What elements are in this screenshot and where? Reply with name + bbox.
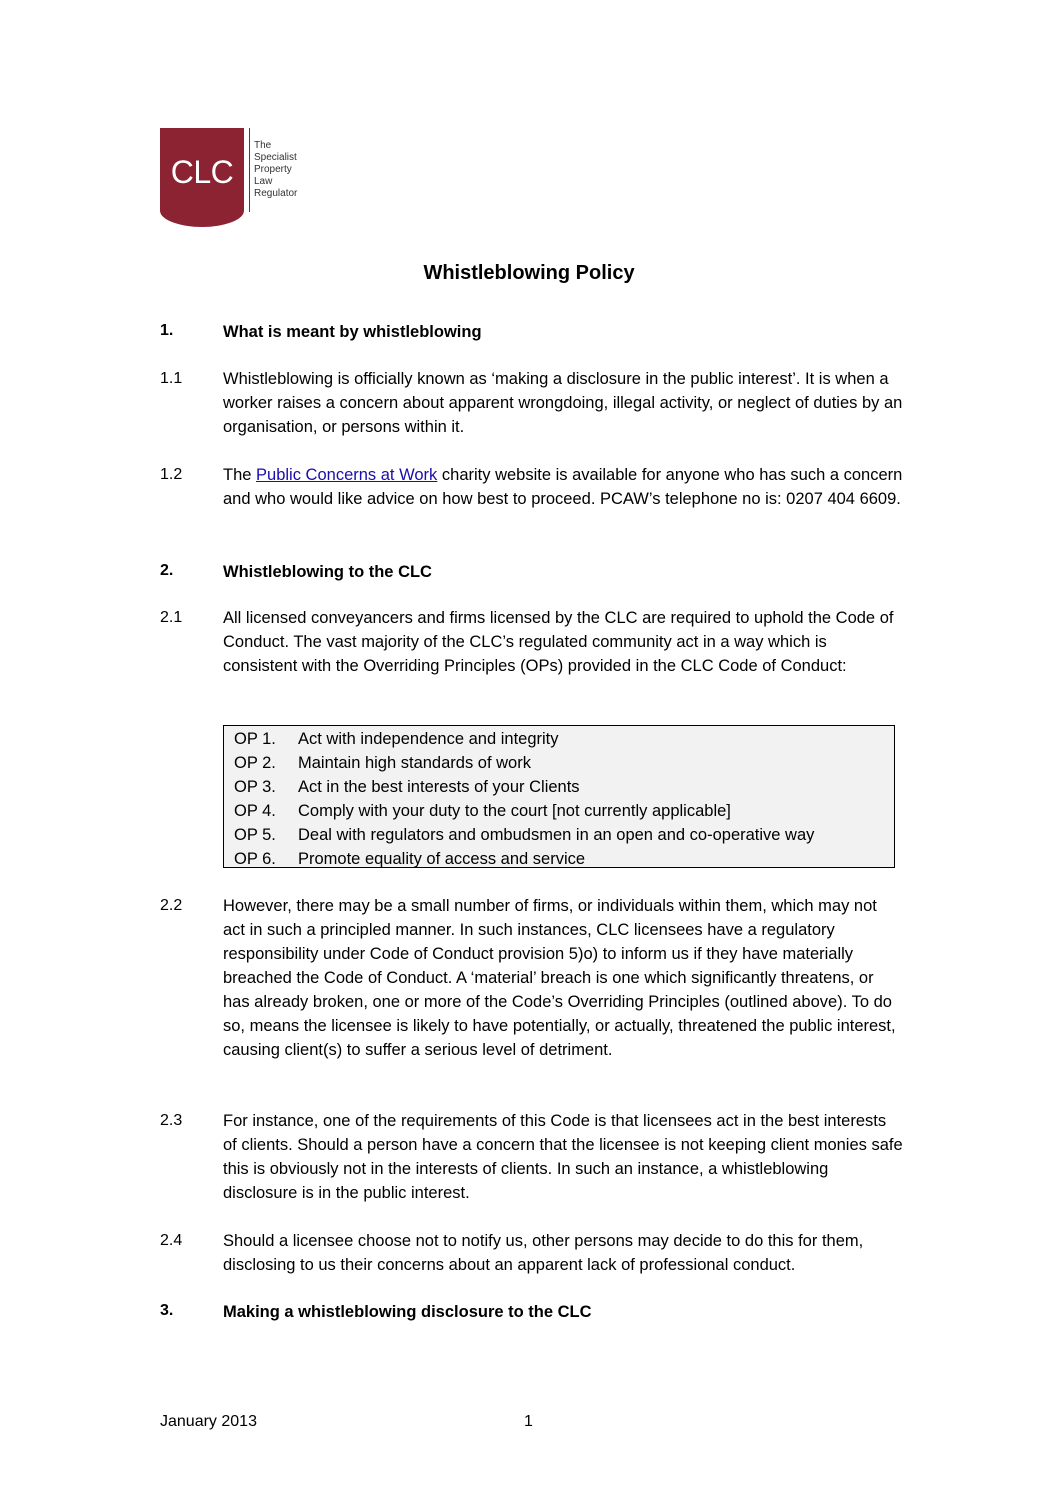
logo-badge bbox=[160, 128, 244, 227]
op-text: Act in the best interests of your Clients bbox=[298, 778, 580, 796]
section-number: 1. bbox=[160, 322, 174, 339]
op-row bbox=[234, 751, 884, 775]
op-text: Promote equality of access and service bbox=[298, 850, 586, 868]
section-heading: Making a whistleblowing disclosure to the CLC bbox=[223, 1303, 592, 1321]
paragraph-number: 2.3 bbox=[160, 1112, 183, 1129]
op-code: OP 3. bbox=[234, 778, 276, 796]
op-code: OP 6. bbox=[234, 850, 276, 868]
op-text: Deal with regulators and ombudsmen in an open and co-operative way bbox=[298, 826, 815, 844]
paragraph-2-1: All licensed conveyancers and firms licensed by the CLC are required to uphold the Code of Conduct. The vast majority of the CLC’s regulated community act in a way which is consistent with the Overriding Principles (OPs) provided in the CLC Code of Conduct: bbox=[223, 609, 894, 675]
op-row bbox=[234, 799, 884, 823]
paragraph-2-3: For instance, one of the requirements of this Code is that licensees act in the best interests of clients. Should a person have a concern that the licensee is not keeping client monies safe this is obviously not in the interests of clients. In such an instance, a whistleblowing disclosure is in the public interest. bbox=[223, 1112, 903, 1202]
op-code: OP 1. bbox=[234, 730, 276, 748]
paragraph-number: 2.1 bbox=[160, 609, 183, 626]
logo-divider bbox=[249, 128, 250, 212]
paragraph-1-1: Whistleblowing is officially known as ‘making a disclosure in the public interest’. It is when a worker raises a concern about apparent wrongdoing, illegal activity, or neglect of duties by an organisation, or persons within it. bbox=[223, 370, 903, 436]
op-code: OP 2. bbox=[234, 754, 276, 772]
paragraph-number: 1.1 bbox=[160, 370, 183, 387]
section-number: 3. bbox=[160, 1302, 174, 1319]
op-row bbox=[234, 823, 884, 847]
paragraph-2-2: However, there may be a small number of firms, or individuals within them, which may not act in such a principled manner. In such instances, CLC licensees have a regulatory responsibility under Code of Conduct provision 5)o) to inform us if they have materially breached the Code of Conduct. A ‘material’ breach is one which significantly threatens, or has already broken, one or more of the Code’s Overriding Principles (outlined above). To do so, means the licensee is likely to have potentially, or actually, threatened the public interest, causing client(s) to suffer a serious level of detriment. bbox=[223, 897, 896, 1059]
op-row bbox=[234, 847, 884, 871]
logo-tagline bbox=[254, 140, 297, 200]
paragraph-number: 1.2 bbox=[160, 466, 183, 483]
section-heading: Whistleblowing to the CLC bbox=[223, 563, 432, 581]
tagline-line: Specialist bbox=[254, 152, 297, 163]
op-text: Maintain high standards of work bbox=[298, 754, 531, 772]
overriding-principles-box bbox=[223, 725, 895, 868]
paragraph-number: 2.2 bbox=[160, 897, 183, 914]
op-text: Comply with your duty to the court [not currently applicable] bbox=[298, 802, 731, 820]
section-number: 2. bbox=[160, 562, 174, 579]
op-row bbox=[234, 775, 884, 799]
tagline-line: Law bbox=[254, 176, 273, 187]
op-code: OP 4. bbox=[234, 802, 276, 820]
op-code: OP 5. bbox=[234, 826, 276, 844]
clc-logo bbox=[160, 128, 305, 228]
op-text: Act with independence and integrity bbox=[298, 730, 559, 748]
logo-letters: CLC bbox=[170, 154, 234, 190]
tagline-line: Regulator bbox=[254, 188, 298, 199]
section-heading: What is meant by whistleblowing bbox=[223, 323, 482, 341]
footer-date: January 2013 bbox=[160, 1413, 257, 1430]
op-row bbox=[234, 727, 884, 751]
paragraph-2-4: Should a licensee choose not to notify us, other persons may decide to do this for them, disclosing to us their concerns about an apparent lack of professional conduct. bbox=[223, 1232, 864, 1274]
page-title: Whistleblowing Policy bbox=[423, 262, 635, 284]
tagline-line: The bbox=[254, 140, 272, 151]
paragraph-text: charity website is available for anyone who has such a concern and who would like advice on how best to proceed. PCAW’s telephone no is: 0207 404 6609. bbox=[223, 466, 903, 508]
paragraph-number: 2.4 bbox=[160, 1232, 183, 1249]
paragraph-1-2 bbox=[223, 463, 903, 511]
paragraph-text: The bbox=[223, 466, 257, 484]
page-number: 1 bbox=[524, 1413, 533, 1430]
tagline-line: Property bbox=[254, 164, 292, 175]
pcaw-link[interactable]: Public Concerns at Work bbox=[256, 466, 438, 484]
